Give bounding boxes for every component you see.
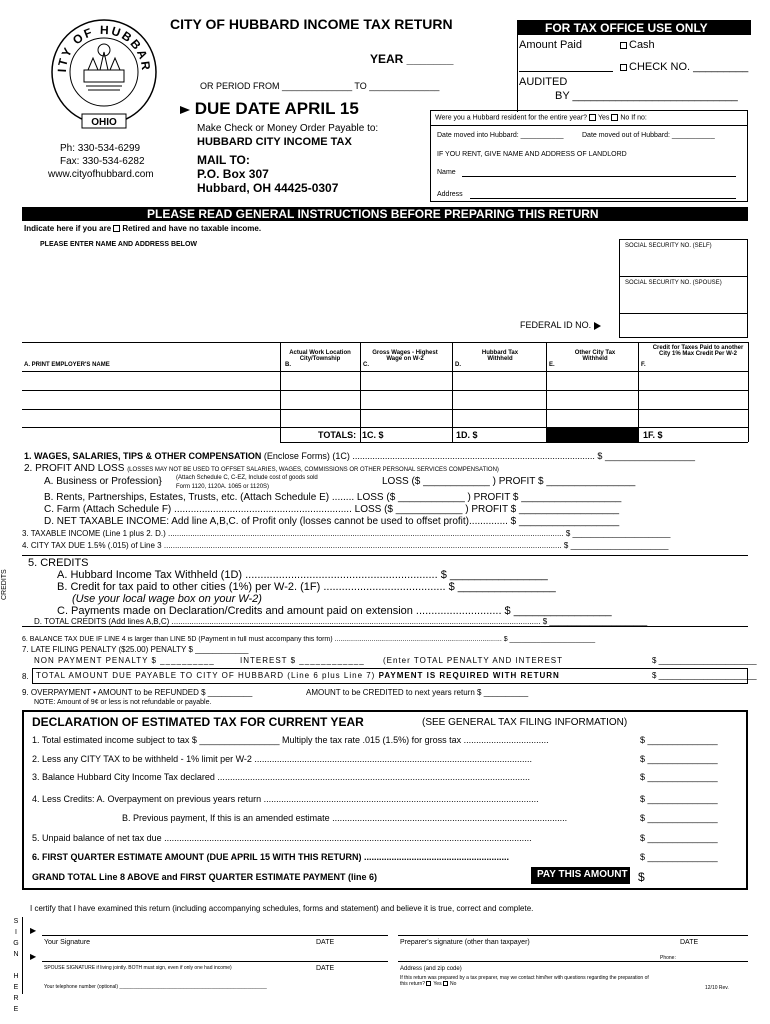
line-2d[interactable]: D. NET TAXABLE INCOME: Add line A,B,C. of Profit only (losses cannot be used to offset profit).............. $ __________________ [44, 516, 620, 527]
totals-label: TOTALS: [318, 430, 357, 440]
table-top [22, 342, 748, 343]
website: www.cityofhubbard.com [48, 169, 154, 180]
preparer-address-line[interactable] [398, 961, 748, 962]
sign-left-vline [22, 917, 23, 994]
col-d-header: Hubbard Tax Withheld [481, 350, 519, 362]
amount-paid-line [519, 71, 613, 72]
preparer-line[interactable] [398, 935, 748, 936]
preparer-label: Preparer's signature (other than taxpayer) [400, 939, 530, 946]
seal-bottom-text: OHIO [91, 117, 117, 128]
mail-to-label: MAIL TO: [197, 153, 250, 167]
decl-line-1[interactable]: 1. Total estimated income subject to tax $ ________________ Multiply the tax rate .015 (1.5%) for gross tax .................................. [32, 735, 549, 745]
certify-text: I certify that I have examined this return (including accompanying schedules, forms and statement) and believe it is true, correct and complete. [30, 904, 534, 913]
checkbox-icon[interactable] [426, 981, 431, 986]
line-5a[interactable]: A. Hubbard Income Tax Withheld (1D) ............................................................... $ ________________ [57, 569, 548, 581]
moved-out-field[interactable]: Date moved out of Hubbard: ___________ [582, 132, 715, 139]
federal-id-label: FEDERAL ID NO. [520, 321, 601, 330]
sign-here-side: S I G N H E R E [13, 918, 19, 1013]
city-seal [48, 10, 160, 134]
col-b-letter: B. [285, 362, 291, 368]
cash-checkbox[interactable]: Cash [620, 40, 655, 51]
line-8-num: 8. [22, 672, 29, 681]
audited-by-field[interactable]: BY ___________________________ [555, 90, 738, 102]
line-7-total[interactable]: $ ______________________ [652, 656, 757, 665]
line-5b[interactable]: B. Credit for tax paid to other cities (1%) per W-2. (1F) ........................................ $ ________________ [57, 581, 556, 593]
line-5d[interactable]: D. TOTAL CREDITS (Add lines A,B,C) ...................................................................................................................................................................... $ ______________________ [34, 618, 648, 626]
preparer-contact-note: If this return was prepared by a tax preparer, may we contact him/her with questions regarding the preparation of this return? Yes No [400, 975, 649, 987]
spouse-signature-label: SPOUSE SIGNATURE if living jointly. BOTH must sign, even if only one had income) [44, 965, 232, 971]
landlord-address-label: Address [437, 191, 463, 198]
amount-paid-label: Amount Paid [519, 39, 582, 51]
pay-this-amount-badge: PAY THIS AMOUNT [531, 867, 630, 884]
line-2a-note2: Form 1120, 1120A. 1065 or 1120S) [176, 484, 270, 490]
col-divider [748, 342, 749, 442]
line-5c[interactable]: C. Payments made on Declaration/Credits and amount paid on extension ............................ $ ________________ [57, 605, 612, 617]
seal-top-text: ITY OF HUBBAR [54, 22, 154, 73]
spouse-signature-line[interactable] [42, 961, 388, 962]
decl-dollar-4b[interactable]: $ ______________ [640, 813, 718, 823]
divider [430, 125, 748, 126]
total-1f[interactable]: 1F. $ [643, 430, 663, 440]
line-2c[interactable]: C. Farm (Attach Schedule F) ................................................................ LOSS ($ ____________ ) PROFIT $ __________________ [44, 504, 620, 515]
check-no-field[interactable]: CHECK NO. _________ [620, 62, 748, 73]
decl-line-4b[interactable]: B. Previous payment, If this is an amended estimate .............................................................................................. [122, 813, 568, 823]
year-field[interactable]: YEAR _______ [370, 52, 454, 66]
decl-line-4[interactable]: 4. Less Credits: A. Overpayment on previous years return .............................................................................................................. [32, 794, 539, 804]
line-7-nonpay[interactable]: NON PAYMENT PENALTY $ __________ [34, 656, 215, 665]
checkbox-icon[interactable] [620, 42, 627, 49]
federal-id-box[interactable] [619, 313, 748, 338]
moved-in-field[interactable]: Date moved into Hubbard: ___________ [437, 132, 564, 139]
revision-label: 12/10 Rev. [705, 985, 729, 991]
credits-side-label: CREDITS [1, 569, 8, 600]
seal-emblem-icon [84, 44, 124, 90]
col-f-letter: F. [641, 362, 646, 368]
landlord-name-label: Name [437, 169, 456, 176]
total-1c[interactable]: 1C. $ [362, 430, 384, 440]
decl-dollar-6[interactable]: $ ______________ [640, 852, 718, 862]
address-zip-label: Address (and zip code) [400, 966, 462, 972]
payable-to-label: Make Check or Money Order Payable to: [197, 123, 379, 134]
landlord-label: IF YOU RENT, GIVE NAME AND ADDRESS OF LANDLORD [437, 151, 627, 158]
grand-total-dollar[interactable]: $ [638, 870, 645, 884]
name-address-label: PLEASE ENTER NAME AND ADDRESS BELOW [40, 241, 197, 248]
retired-indicator: Indicate here if you are Retired and have no taxable income. [24, 224, 262, 233]
declaration-title: DECLARATION OF ESTIMATED TAX FOR CURRENT YEAR [32, 715, 364, 729]
decl-line-2[interactable]: 2. Less any CITY TAX to be withheld - 1% limit per W-2 ............................................................................................................... [32, 754, 532, 764]
line-4[interactable]: 4. CITY TAX DUE 1.5% (.015) of Line 3 ................................................................................................................................................................................... $ ______________________ [22, 542, 669, 550]
phone: Ph: 330-534-6299 [60, 143, 141, 154]
total-1d[interactable]: 1D. $ [456, 430, 478, 440]
city-zip: Hubbard, OH 44425-0307 [197, 181, 339, 195]
line-7-interest[interactable]: INTEREST $ ____________ [240, 656, 365, 665]
line-5: 5. CREDITS [28, 557, 89, 569]
col-d-letter: D. [455, 362, 461, 368]
your-signature-line[interactable] [42, 935, 388, 936]
line-2a-note1: (Attach Schedule C, C-EZ, Include cost of goods sold [176, 475, 318, 481]
line-9[interactable]: 9. OVERPAYMENT • AMOUNT to be REFUNDED $ __________ [22, 688, 253, 697]
due-date: DUE DATE APRIL 15 [180, 100, 359, 117]
po-box: P.O. Box 307 [197, 167, 269, 181]
line-2: 2. PROFIT AND LOSS (LOSSES MAY NOT BE USED TO OFFSET SALARIES, WAGES, COMMISSIONS OR OTHER PERSONAL SERVICES COMPENSATION) [24, 463, 499, 474]
grand-total-label: GRAND TOTAL Line 8 ABOVE and FIRST QUARTER ESTIMATE PAYMENT (line 6) [32, 872, 378, 882]
col-e-letter: E. [549, 362, 555, 368]
ssn-self-label: SOCIAL SECURITY NO. (SELF) [625, 243, 712, 249]
line-2a: A. Business or Profession} [44, 476, 162, 487]
line-5b-note: (Use your local wage box on your W-2) [72, 593, 262, 605]
col-divider [638, 342, 639, 442]
ssn-spouse-label: SOCIAL SECURITY NO. (SPOUSE) [625, 280, 722, 286]
landlord-name-line[interactable] [462, 176, 736, 177]
line-2a-amounts[interactable]: LOSS ($ ____________ ) PROFIT $ ________________ [382, 476, 636, 487]
decl-dollar-5[interactable]: $ ______________ [640, 833, 718, 843]
line-8: TOTAL AMOUNT DUE PAYABLE TO CITY OF HUBBARD (Line 6 plus Line 7) PAYMENT IS REQUIRED WITH RETURN [36, 671, 560, 680]
line-3[interactable]: 3. TAXABLE INCOME (Line 1 plus 2. D.) .................................................................................................................................................................................. $ ______________________ [22, 530, 671, 538]
date-3-label: DATE [316, 965, 335, 972]
col-a-header: A. PRINT EMPLOYER'S NAME [24, 362, 110, 368]
period-field[interactable]: OR PERIOD FROM ______________ TO ______________ [200, 81, 440, 91]
decl-dollar-3[interactable]: $ ______________ [640, 772, 718, 782]
decl-dollar-2[interactable]: $ ______________ [640, 754, 718, 764]
instructions-banner: PLEASE READ GENERAL INSTRUCTIONS BEFORE PREPARING THIS RETURN [22, 207, 748, 221]
col-e-header: Other City Tax Withheld [574, 350, 616, 362]
col-c-header: Gross Wages - Highest Wage on W-2 [372, 350, 438, 362]
line-7-enter: (Enter TOTAL PENALTY AND INTEREST [383, 656, 564, 665]
col-c-letter: C. [363, 362, 369, 368]
shaded-cell [547, 428, 638, 442]
checkbox-icon[interactable] [589, 114, 596, 121]
line-1[interactable]: 1. WAGES, SALARIES, TIPS & OTHER COMPENSATION (Enclose Forms) (1C) ................................................................................................. $ __________________ [24, 451, 696, 461]
checkbox-icon[interactable] [620, 64, 627, 71]
col-f-header: Credit for Taxes Paid to another City 1% Max Credit Per W-2 [652, 345, 744, 357]
decl-dollar-4[interactable]: $ ______________ [640, 794, 718, 804]
arrow-right-icon [180, 106, 190, 114]
col-divider [360, 342, 361, 442]
landlord-address-line[interactable] [470, 198, 736, 199]
date-1-label: DATE [316, 939, 335, 946]
col-divider [280, 342, 281, 442]
audited-label: AUDITED [519, 76, 568, 88]
line-6[interactable]: 6. BALANCE TAX DUE IF LINE 4 is larger than LINE 5D (Payment in full must accompany this form) ...................................................................................... $ ______________________ [22, 636, 596, 643]
spouse-signature-arrow: ▶ [30, 952, 37, 961]
telephone-field[interactable]: Your telephone number (optional) _____________________________________________________ [44, 984, 267, 990]
retired-checkbox[interactable] [113, 225, 120, 232]
table-header-bottom [22, 371, 748, 372]
page-title: CITY OF HUBBARD INCOME TAX RETURN [170, 16, 453, 32]
col-divider [452, 342, 453, 442]
decl-line-6[interactable]: 6. FIRST QUARTER ESTIMATE AMOUNT (DUE APRIL 15 WITH THIS RETURN) .......................................................... [32, 852, 510, 862]
line-9-credit[interactable]: AMOUNT to be CREDITED to next years return $ __________ [306, 688, 529, 697]
your-signature-arrow: ▶ [30, 926, 37, 935]
decl-line-3[interactable]: 3. Balance Hubbard City Income Tax declared ............................................................................................................................. [32, 772, 530, 782]
resident-question: Were you a Hubbard resident for the entire year? Yes No If no: [435, 114, 647, 122]
phone-label: Phone: [660, 955, 676, 961]
line-9-note: NOTE: Amount of 9¢ or less is not refundable or payable. [34, 699, 212, 706]
table-row[interactable] [22, 427, 748, 428]
line-2b[interactable]: B. Rents, Partnerships, Estates, Trusts, etc. (Attach Schedule E) ........ LOSS ($ ____________ ) PROFIT $ __________________ [44, 492, 622, 503]
col-divider [546, 342, 547, 442]
date-2-label: DATE [680, 939, 699, 946]
decl-line-5[interactable]: 5. Unpaid balance of net tax due ................................................................................................................................................... [32, 833, 532, 843]
table-bottom [280, 442, 748, 443]
checkbox-icon[interactable] [611, 114, 618, 121]
table-row[interactable] [22, 409, 748, 410]
line-8-total[interactable]: $ ______________________ [652, 671, 757, 680]
your-signature-label: Your Signature [44, 939, 91, 946]
office-use-title: FOR TAX OFFICE USE ONLY [517, 20, 751, 35]
decl-dollar-1[interactable]: $ ______________ [640, 735, 718, 745]
line-7[interactable]: 7. LATE FILING PENALTY ($25.00) PENALTY $ ____________ [22, 645, 249, 654]
payee: HUBBARD CITY INCOME TAX [197, 136, 352, 148]
fax: Fax: 330-534-6282 [60, 156, 145, 167]
col-b-header: Actual Work Location City/Township [289, 350, 351, 362]
office-use-border [517, 20, 518, 112]
arrow-right-icon [594, 322, 601, 330]
declaration-see: (SEE GENERAL TAX FILING INFORMATION) [422, 717, 628, 728]
table-row[interactable] [22, 390, 748, 391]
checkbox-icon[interactable] [443, 981, 448, 986]
